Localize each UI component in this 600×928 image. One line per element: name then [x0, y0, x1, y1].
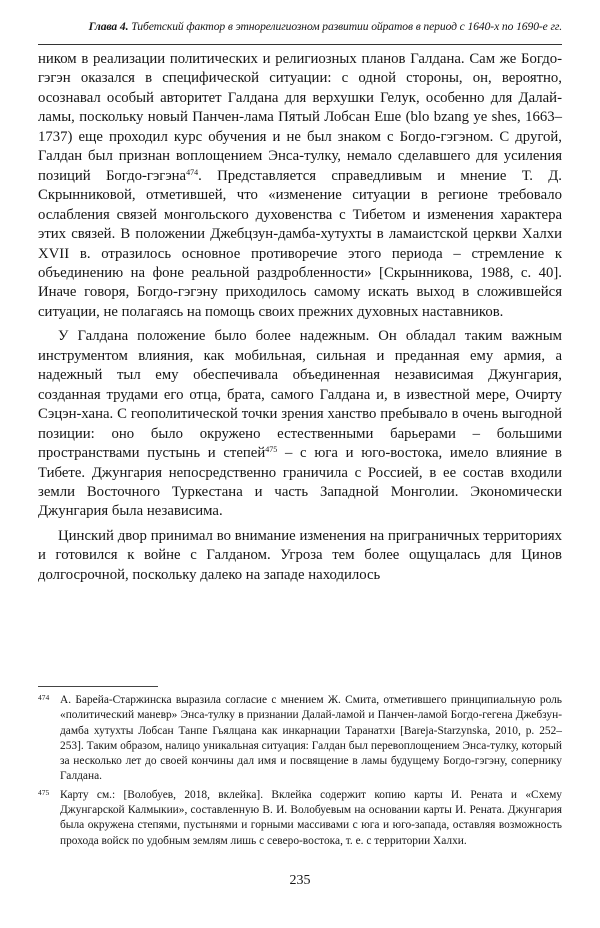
footnote-number: 475 [38, 787, 50, 797]
footnote-ref-475[interactable]: 475 [265, 445, 278, 455]
chapter-title: Тибетский фактор в этнорелигиозном развитии ойратов в период с 1640-х по 1690-е гг. [131, 20, 562, 33]
paragraph-text: У Галдана положение было более надежным. Он обладал таким важным инструментом влияния, как мобильная, сильная и преданная ему армия, а надежный тыл ему обеспечивала объединенная независимая Джунгария, созданная трудами его отца, брата, самого Галдана и, в известной мере, Очирту Сэцэн-хана. С геополитической точки зрения ханство пребывало в очень выгодной позиции: оно было окружено естественными барьерами – большими пространствами пустынь и степей [38, 328, 562, 462]
footnote-separator [38, 686, 158, 687]
footnotes [38, 693, 562, 849]
paragraph-1 [38, 50, 562, 322]
paragraph-text: ником в реализации политических и религиозных планов Галдана. Сам же Богдо-гэгэн оказался в специфической ситуации: с одной стороны, он, вероятно, осознавал особый авторитет Галдана для верхушки Гелук, особенно для Далай-ламы, поскольку новый Панчен-лама Пятый Лобсан Еше (blo bzang ye shes, 1663–1737) еще проходил курс обучения и не был знаком с Богдо-гэгэном. С другой, Галдан был признан воплощением Энса-тулку, немало сделавшего для усиления позиций Богдо-гэгэна [38, 51, 562, 184]
footnote-text: А. Барейа-Старжинска выразила согласие с мнением Ж. Смита, отметившего принципиальную роль «политический маневр» Энса-тулку в признании Далай-ламой и Панчен-ламой Богдо-гегена Джебзун-дамба хутухты Лобсан Танпе Гьялцана как инкарнации Таранатхи [Bareja-Starzynska, 2010, p. 252–253]. Таким образом, налицо уникальная ситуация: Галдан был перевоплощением Энса-тулку, который за несколько лет до своей кончины дал имя и посвящение в ламы будущему Богдо-гэгэну, сопернику Галдана. [60, 694, 562, 783]
page-number: 235 [289, 873, 311, 888]
footnote-text: Карту см.: [Волобуев, 2018, вклейка]. Вклейка содержит копию карты И. Рената и «Схему Джунгарской Калмыкии», составленную В. И. Волобуевым на основании карты И. Рената. Джунгария была окружена степями, пустынями и горными массивами с юга и юго-запада, оставляя возможность прохода войск по удобным землям лишь с северо-востока, т. е. с территории Халхи. [60, 788, 562, 847]
footnote-number: 474 [38, 693, 50, 702]
footnote-475 [38, 788, 562, 849]
running-header [38, 20, 562, 33]
paragraph-text-continued: . Представляется справедливым и мнение Т. Д. Скрынниковой, отметившей, что «изменение ситуации в регионе требовало ослабления связей монгольского духовенства с Тибетом и изменения характера этих связей. В положении Джебцзун-дамба-хутухты в ламаистской церкви Халхи XVII в. отразилось основное противоречие этого периода – стремление к объединению на фоне реальной раздробленности» [Скрынникова, 1988, с. 40]. Иначе говоря, Богдо-гэгэну приходилось самому искать выход в сложившейся ситуации, не полагаясь на помощь своих прежних духовных наставников. [38, 167, 562, 320]
header-rule [38, 44, 562, 45]
paragraph-text: Цинский двор принимал во внимание изменения на приграничных территориях и готовился к войне с Галданом. Угроза тем более ощущалась для Цинов долгосрочной, поскольку далеко на западе находилось [38, 527, 562, 583]
body-text [38, 50, 562, 585]
paragraph-3 [38, 527, 562, 585]
chapter-label: Глава 4. [88, 20, 129, 33]
paragraph-text-continued: – с юга и юго-востока, имело влияние в Тибете. Джунгария непосредственно граничила с Россией, в ее состав входили земли Восточного Туркестана и часть Западной Монголии. Экономически Джунгария была независима. [38, 445, 562, 520]
footnote-ref-474[interactable]: 474 [186, 167, 199, 177]
paragraph-2 [38, 327, 562, 522]
footnote-474 [38, 693, 562, 785]
